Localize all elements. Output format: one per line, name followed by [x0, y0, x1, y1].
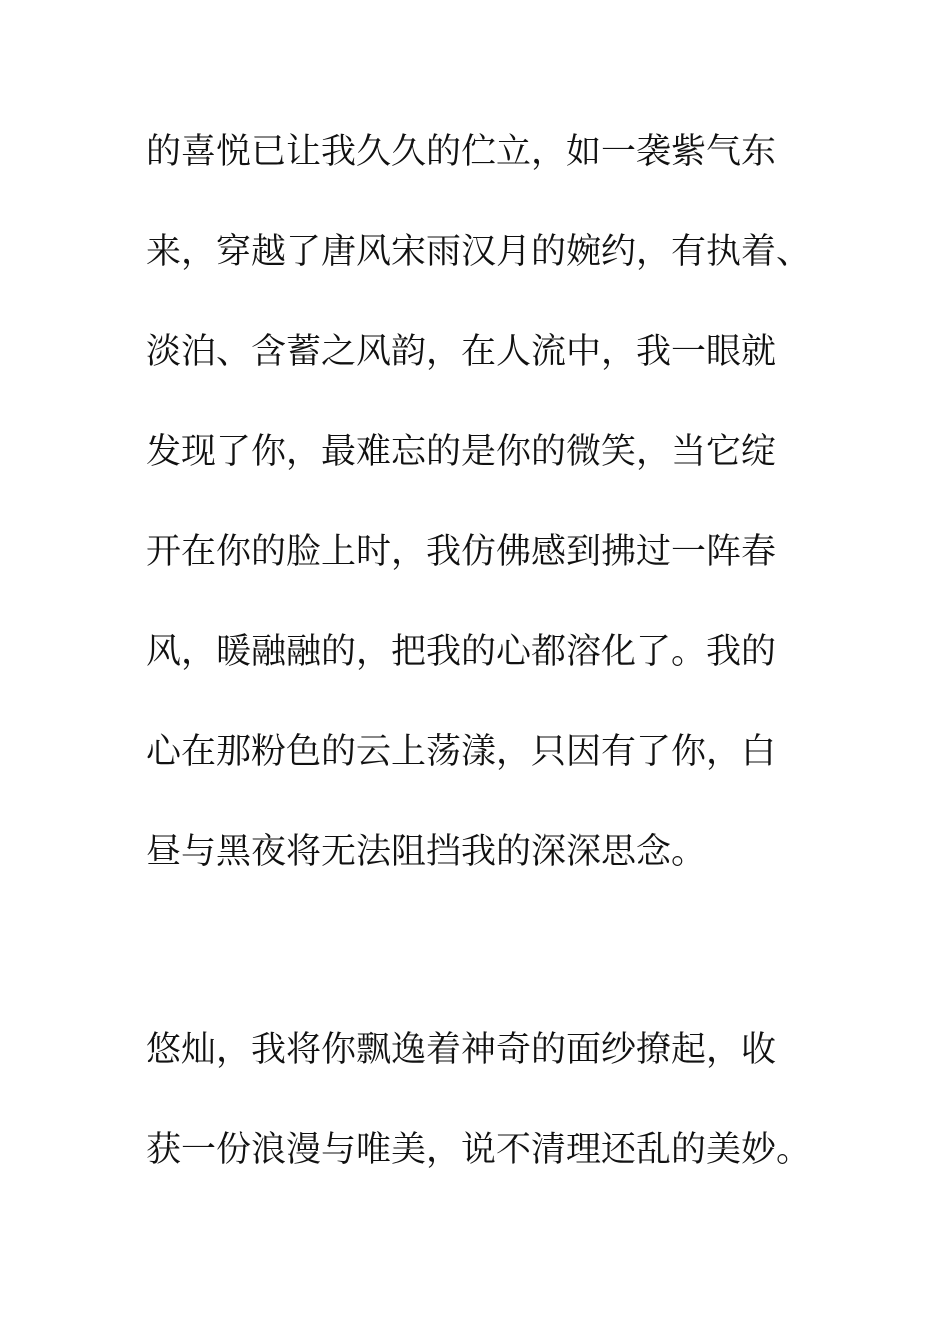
text-line: 心在那粉色的云上荡漾，只因有了你，白 [146, 732, 777, 772]
text-line: 淡泊、含蓄之风韵，在人流中，我一眼就 [146, 332, 777, 372]
text-line: 发现了你，最难忘的是你的微笑，当它绽 [146, 432, 777, 472]
text-line: 昼与黑夜将无法阻挡我的深深思念。 [146, 832, 707, 872]
text-line: 悠灿，我将你飘逸着神奇的面纱撩起，收 [146, 1030, 777, 1070]
text-line: 获一份浪漫与唯美，说不清理还乱的美妙。 [146, 1130, 812, 1170]
text-line: 风，暖融融的，把我的心都溶化了。我的 [146, 632, 777, 672]
text-line: 的喜悦已让我久久的伫立，如一袭紫气东 [146, 132, 777, 172]
text-line: 开在你的脸上时，我仿佛感到拂过一阵春 [146, 532, 777, 572]
text-line: 来，穿越了唐风宋雨汉月的婉约，有执着、 [146, 232, 812, 272]
